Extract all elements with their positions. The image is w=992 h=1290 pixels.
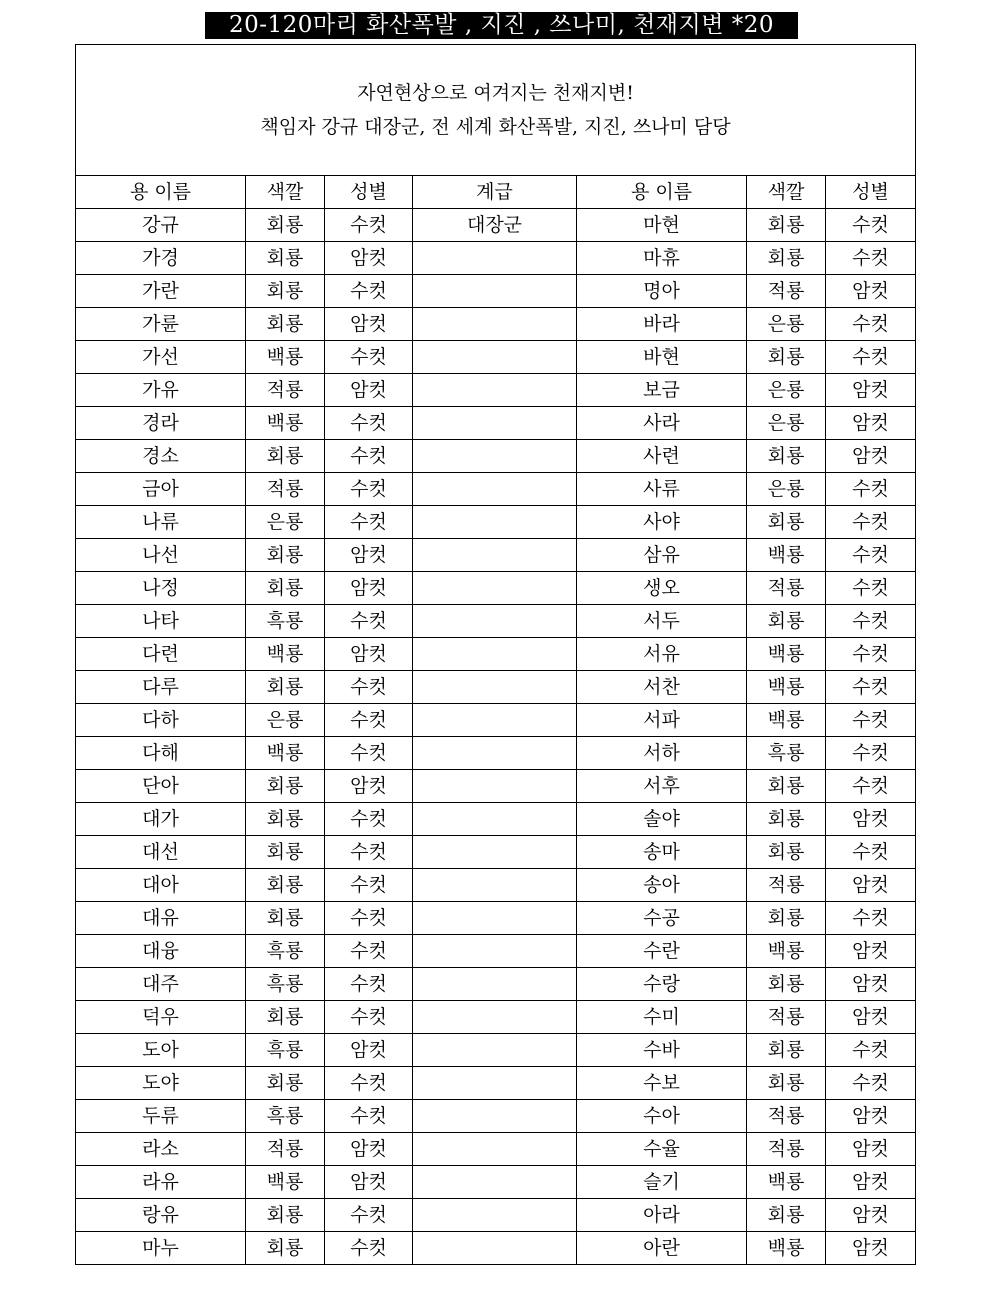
- cell-right-color: 은룡: [747, 374, 826, 407]
- cell-right-color: 회룡: [747, 968, 826, 1001]
- cell-left-name: 경라: [76, 407, 246, 440]
- cell-left-sex: 수컷: [325, 341, 413, 374]
- cell-right-sex: 암컷: [826, 275, 916, 308]
- cell-left-color: 회룡: [246, 1067, 325, 1100]
- cell-right-name: 사라: [577, 407, 747, 440]
- table-row: [76, 1100, 916, 1133]
- cell-right-sex: 암컷: [826, 440, 916, 473]
- cell-right-color: 백룡: [747, 671, 826, 704]
- table-row: [76, 341, 916, 374]
- cell-rank: [413, 1133, 577, 1166]
- cell-right-color: 백룡: [747, 935, 826, 968]
- cell-rank: [413, 572, 577, 605]
- cell-left-color: 은룡: [246, 704, 325, 737]
- cell-left-color: 회룡: [246, 902, 325, 935]
- cell-rank: [413, 473, 577, 506]
- cell-right-color: 백룡: [747, 1232, 826, 1265]
- cell-left-name: 나정: [76, 572, 246, 605]
- cell-right-sex: 암컷: [826, 1133, 916, 1166]
- cell-right-color: 적룡: [747, 1133, 826, 1166]
- cell-right-color: 백룡: [747, 638, 826, 671]
- cell-right-name: 수미: [577, 1001, 747, 1034]
- cell-rank: [413, 506, 577, 539]
- cell-right-color: 회룡: [747, 1199, 826, 1232]
- cell-right-name: 수율: [577, 1133, 747, 1166]
- cell-left-sex: 수컷: [325, 407, 413, 440]
- cell-right-color: 회룡: [747, 341, 826, 374]
- table-row: [76, 704, 916, 737]
- cell-left-color: 회룡: [246, 836, 325, 869]
- cell-left-sex: 수컷: [325, 737, 413, 770]
- cell-right-color: 백룡: [747, 704, 826, 737]
- cell-right-sex: 암컷: [826, 1199, 916, 1232]
- cell-right-color: 흑룡: [747, 737, 826, 770]
- cell-left-sex: 수컷: [325, 968, 413, 1001]
- cell-left-color: 적룡: [246, 1133, 325, 1166]
- cell-left-color: 회룡: [246, 539, 325, 572]
- cell-left-sex: 수컷: [325, 869, 413, 902]
- cell-left-color: 백룡: [246, 407, 325, 440]
- cell-left-name: 대아: [76, 869, 246, 902]
- cell-left-color: 백룡: [246, 638, 325, 671]
- cell-right-sex: 암컷: [826, 1001, 916, 1034]
- cell-rank: 대장군: [413, 209, 577, 242]
- cell-rank: [413, 1100, 577, 1133]
- document-title: 20-120마리 화산폭발 , 지진 , 쓰나미, 천재지변 *20: [205, 12, 798, 39]
- table-row: [76, 968, 916, 1001]
- cell-left-name: 단아: [76, 770, 246, 803]
- header-left-name: 용 이름: [76, 176, 246, 209]
- table-row: [76, 770, 916, 803]
- cell-left-name: 대선: [76, 836, 246, 869]
- cell-rank: [413, 968, 577, 1001]
- cell-left-color: 회룡: [246, 869, 325, 902]
- cell-left-sex: 암컷: [325, 572, 413, 605]
- cell-rank: [413, 1232, 577, 1265]
- cell-rank: [413, 671, 577, 704]
- cell-left-name: 가륜: [76, 308, 246, 341]
- cell-right-color: 회룡: [747, 770, 826, 803]
- cell-left-name: 덕우: [76, 1001, 246, 1034]
- cell-left-name: 대융: [76, 935, 246, 968]
- header-right-color: 색깔: [747, 176, 826, 209]
- cell-left-color: 회룡: [246, 1199, 325, 1232]
- cell-right-color: 회룡: [747, 605, 826, 638]
- cell-left-color: 회룡: [246, 803, 325, 836]
- table-row: [76, 737, 916, 770]
- cell-left-name: 다하: [76, 704, 246, 737]
- cell-left-name: 대가: [76, 803, 246, 836]
- cell-left-name: 대주: [76, 968, 246, 1001]
- intro-cell: [76, 45, 916, 176]
- cell-right-name: 서유: [577, 638, 747, 671]
- cell-left-name: 금아: [76, 473, 246, 506]
- cell-rank: [413, 770, 577, 803]
- table-row: [76, 473, 916, 506]
- cell-right-sex: 수컷: [826, 506, 916, 539]
- cell-left-name: 가경: [76, 242, 246, 275]
- cell-right-name: 아라: [577, 1199, 747, 1232]
- cell-left-name: 나타: [76, 605, 246, 638]
- cell-rank: [413, 836, 577, 869]
- cell-right-sex: 수컷: [826, 341, 916, 374]
- cell-right-color: 적룡: [747, 869, 826, 902]
- cell-left-color: 회룡: [246, 671, 325, 704]
- cell-left-sex: 암컷: [325, 1166, 413, 1199]
- cell-right-color: 은룡: [747, 407, 826, 440]
- cell-right-sex: 암컷: [826, 407, 916, 440]
- cell-left-color: 적룡: [246, 473, 325, 506]
- cell-left-name: 가유: [76, 374, 246, 407]
- cell-left-name: 도아: [76, 1034, 246, 1067]
- cell-rank: [413, 242, 577, 275]
- cell-left-sex: 수컷: [325, 935, 413, 968]
- cell-left-color: 회룡: [246, 209, 325, 242]
- table-row: [76, 506, 916, 539]
- cell-left-color: 흑룡: [246, 935, 325, 968]
- cell-right-name: 송아: [577, 869, 747, 902]
- cell-left-color: 흑룡: [246, 605, 325, 638]
- cell-rank: [413, 539, 577, 572]
- cell-rank: [413, 1067, 577, 1100]
- table-row: [76, 242, 916, 275]
- cell-right-sex: 수컷: [826, 572, 916, 605]
- cell-right-sex: 수컷: [826, 308, 916, 341]
- table-row: [76, 539, 916, 572]
- table-row: [76, 902, 916, 935]
- cell-right-sex: 암컷: [826, 968, 916, 1001]
- table-row: [76, 1034, 916, 1067]
- cell-right-sex: 수컷: [826, 1067, 916, 1100]
- table-row: [76, 308, 916, 341]
- cell-left-color: 회룡: [246, 440, 325, 473]
- cell-left-name: 나선: [76, 539, 246, 572]
- cell-left-sex: 암컷: [325, 1133, 413, 1166]
- cell-left-name: 가선: [76, 341, 246, 374]
- cell-right-color: 회룡: [747, 1067, 826, 1100]
- table-row: [76, 1067, 916, 1100]
- table-row: [76, 374, 916, 407]
- cell-right-sex: 암컷: [826, 803, 916, 836]
- cell-left-color: 회룡: [246, 275, 325, 308]
- cell-right-name: 서파: [577, 704, 747, 737]
- cell-right-name: 수공: [577, 902, 747, 935]
- cell-right-color: 적룡: [747, 275, 826, 308]
- cell-rank: [413, 1001, 577, 1034]
- cell-right-name: 보금: [577, 374, 747, 407]
- cell-rank: [413, 374, 577, 407]
- cell-right-color: 회룡: [747, 209, 826, 242]
- cell-left-sex: 수컷: [325, 1199, 413, 1232]
- cell-right-color: 적룡: [747, 1001, 826, 1034]
- cell-left-color: 흑룡: [246, 1034, 325, 1067]
- cell-left-sex: 수컷: [325, 902, 413, 935]
- dragon-roster-table: [75, 44, 916, 1265]
- header-row: [76, 176, 916, 209]
- header-left-color: 색깔: [246, 176, 325, 209]
- cell-left-sex: 암컷: [325, 374, 413, 407]
- cell-right-sex: 암컷: [826, 1166, 916, 1199]
- cell-left-sex: 수컷: [325, 605, 413, 638]
- cell-left-name: 랑유: [76, 1199, 246, 1232]
- cell-right-sex: 수컷: [826, 902, 916, 935]
- table-row: [76, 803, 916, 836]
- cell-left-sex: 암컷: [325, 539, 413, 572]
- table-row: [76, 1232, 916, 1265]
- cell-right-sex: 암컷: [826, 374, 916, 407]
- cell-rank: [413, 902, 577, 935]
- cell-left-sex: 수컷: [325, 506, 413, 539]
- cell-left-name: 나류: [76, 506, 246, 539]
- cell-left-sex: 수컷: [325, 209, 413, 242]
- cell-right-name: 수란: [577, 935, 747, 968]
- table-row: [76, 407, 916, 440]
- cell-right-name: 서두: [577, 605, 747, 638]
- cell-left-name: 다루: [76, 671, 246, 704]
- table-row: [76, 572, 916, 605]
- cell-rank: [413, 308, 577, 341]
- cell-left-name: 마누: [76, 1232, 246, 1265]
- cell-rank: [413, 1199, 577, 1232]
- cell-right-sex: 수컷: [826, 704, 916, 737]
- cell-right-sex: 암컷: [826, 1232, 916, 1265]
- cell-left-color: 백룡: [246, 737, 325, 770]
- cell-right-name: 아란: [577, 1232, 747, 1265]
- cell-right-color: 백룡: [747, 539, 826, 572]
- table-row: [76, 935, 916, 968]
- cell-right-sex: 수컷: [826, 737, 916, 770]
- cell-left-name: 다해: [76, 737, 246, 770]
- cell-right-sex: 수컷: [826, 836, 916, 869]
- cell-right-name: 수보: [577, 1067, 747, 1100]
- cell-right-color: 적룡: [747, 572, 826, 605]
- cell-left-sex: 수컷: [325, 1067, 413, 1100]
- cell-right-name: 송마: [577, 836, 747, 869]
- cell-right-sex: 수컷: [826, 638, 916, 671]
- cell-left-sex: 수컷: [325, 1100, 413, 1133]
- cell-left-sex: 수컷: [325, 473, 413, 506]
- cell-rank: [413, 638, 577, 671]
- cell-left-sex: 수컷: [325, 1001, 413, 1034]
- cell-left-color: 은룡: [246, 506, 325, 539]
- cell-right-sex: 암컷: [826, 935, 916, 968]
- cell-left-sex: 암컷: [325, 770, 413, 803]
- cell-right-sex: 수컷: [826, 605, 916, 638]
- cell-left-color: 적룡: [246, 374, 325, 407]
- cell-left-color: 회룡: [246, 308, 325, 341]
- cell-left-name: 강규: [76, 209, 246, 242]
- cell-left-color: 백룡: [246, 341, 325, 374]
- cell-left-color: 회룡: [246, 770, 325, 803]
- cell-left-name: 대유: [76, 902, 246, 935]
- cell-rank: [413, 341, 577, 374]
- cell-right-color: 회룡: [747, 836, 826, 869]
- cell-right-name: 명아: [577, 275, 747, 308]
- cell-right-sex: 수컷: [826, 242, 916, 275]
- cell-right-color: 회룡: [747, 1034, 826, 1067]
- cell-rank: [413, 704, 577, 737]
- cell-right-name: 서후: [577, 770, 747, 803]
- cell-rank: [413, 869, 577, 902]
- cell-right-name: 서찬: [577, 671, 747, 704]
- cell-rank: [413, 1166, 577, 1199]
- table-row: [76, 1166, 916, 1199]
- cell-right-sex: 암컷: [826, 869, 916, 902]
- cell-rank: [413, 407, 577, 440]
- cell-left-sex: 암컷: [325, 638, 413, 671]
- cell-left-sex: 수컷: [325, 1232, 413, 1265]
- table-row: [76, 836, 916, 869]
- table-row: [76, 209, 916, 242]
- cell-right-name: 서하: [577, 737, 747, 770]
- cell-right-sex: 수컷: [826, 539, 916, 572]
- table-row: [76, 869, 916, 902]
- intro-line-1: 자연현상으로 여겨지는 천재지변!: [357, 82, 634, 104]
- cell-left-sex: 수컷: [325, 671, 413, 704]
- cell-left-name: 두류: [76, 1100, 246, 1133]
- cell-right-color: 회룡: [747, 902, 826, 935]
- cell-right-sex: 수컷: [826, 209, 916, 242]
- cell-right-name: 마휴: [577, 242, 747, 275]
- intro-row: [76, 45, 916, 176]
- header-rank: 계급: [413, 176, 577, 209]
- cell-left-sex: 수컷: [325, 440, 413, 473]
- cell-right-name: 바라: [577, 308, 747, 341]
- cell-left-sex: 수컷: [325, 704, 413, 737]
- cell-rank: [413, 440, 577, 473]
- cell-right-color: 회룡: [747, 803, 826, 836]
- cell-right-color: 적룡: [747, 1100, 826, 1133]
- cell-left-color: 회룡: [246, 242, 325, 275]
- cell-left-name: 도야: [76, 1067, 246, 1100]
- header-left-sex: 성별: [325, 176, 413, 209]
- cell-right-name: 생오: [577, 572, 747, 605]
- cell-right-name: 수아: [577, 1100, 747, 1133]
- cell-right-color: 회룡: [747, 440, 826, 473]
- cell-right-color: 은룡: [747, 308, 826, 341]
- cell-rank: [413, 605, 577, 638]
- cell-rank: [413, 737, 577, 770]
- cell-right-name: 사류: [577, 473, 747, 506]
- cell-right-name: 솔야: [577, 803, 747, 836]
- cell-left-sex: 암컷: [325, 308, 413, 341]
- table-row: [76, 440, 916, 473]
- cell-right-name: 수바: [577, 1034, 747, 1067]
- cell-right-color: 백룡: [747, 1166, 826, 1199]
- cell-left-sex: 암컷: [325, 242, 413, 275]
- intro-line-2: 책임자 강규 대장군, 전 세계 화산폭발, 지진, 쓰나미 담당: [260, 116, 731, 138]
- table-row: [76, 605, 916, 638]
- cell-left-color: 회룡: [246, 572, 325, 605]
- cell-left-name: 라소: [76, 1133, 246, 1166]
- cell-left-name: 다련: [76, 638, 246, 671]
- table-row: [76, 1001, 916, 1034]
- cell-left-color: 흑룡: [246, 968, 325, 1001]
- table-row: [76, 671, 916, 704]
- cell-right-sex: 수컷: [826, 770, 916, 803]
- cell-right-color: 회룡: [747, 506, 826, 539]
- cell-left-name: 라유: [76, 1166, 246, 1199]
- header-right-sex: 성별: [826, 176, 916, 209]
- table-row: [76, 275, 916, 308]
- cell-rank: [413, 935, 577, 968]
- table-row: [76, 1199, 916, 1232]
- cell-right-name: 사야: [577, 506, 747, 539]
- cell-right-color: 은룡: [747, 473, 826, 506]
- cell-rank: [413, 275, 577, 308]
- cell-left-sex: 암컷: [325, 1034, 413, 1067]
- cell-right-name: 마현: [577, 209, 747, 242]
- cell-right-name: 수랑: [577, 968, 747, 1001]
- cell-left-name: 경소: [76, 440, 246, 473]
- cell-right-sex: 수컷: [826, 473, 916, 506]
- cell-left-color: 회룡: [246, 1001, 325, 1034]
- table-row: [76, 638, 916, 671]
- cell-right-name: 슬기: [577, 1166, 747, 1199]
- cell-left-sex: 수컷: [325, 836, 413, 869]
- table-row: [76, 1133, 916, 1166]
- cell-rank: [413, 803, 577, 836]
- cell-left-sex: 수컷: [325, 803, 413, 836]
- cell-right-name: 사련: [577, 440, 747, 473]
- cell-right-sex: 수컷: [826, 671, 916, 704]
- cell-left-name: 가란: [76, 275, 246, 308]
- cell-left-sex: 수컷: [325, 275, 413, 308]
- header-right-name: 용 이름: [577, 176, 747, 209]
- cell-right-name: 바현: [577, 341, 747, 374]
- cell-left-color: 백룡: [246, 1166, 325, 1199]
- cell-right-sex: 수컷: [826, 1034, 916, 1067]
- cell-right-sex: 암컷: [826, 1100, 916, 1133]
- cell-right-name: 삼유: [577, 539, 747, 572]
- cell-left-color: 흑룡: [246, 1100, 325, 1133]
- cell-right-color: 회룡: [747, 242, 826, 275]
- cell-left-color: 회룡: [246, 1232, 325, 1265]
- cell-rank: [413, 1034, 577, 1067]
